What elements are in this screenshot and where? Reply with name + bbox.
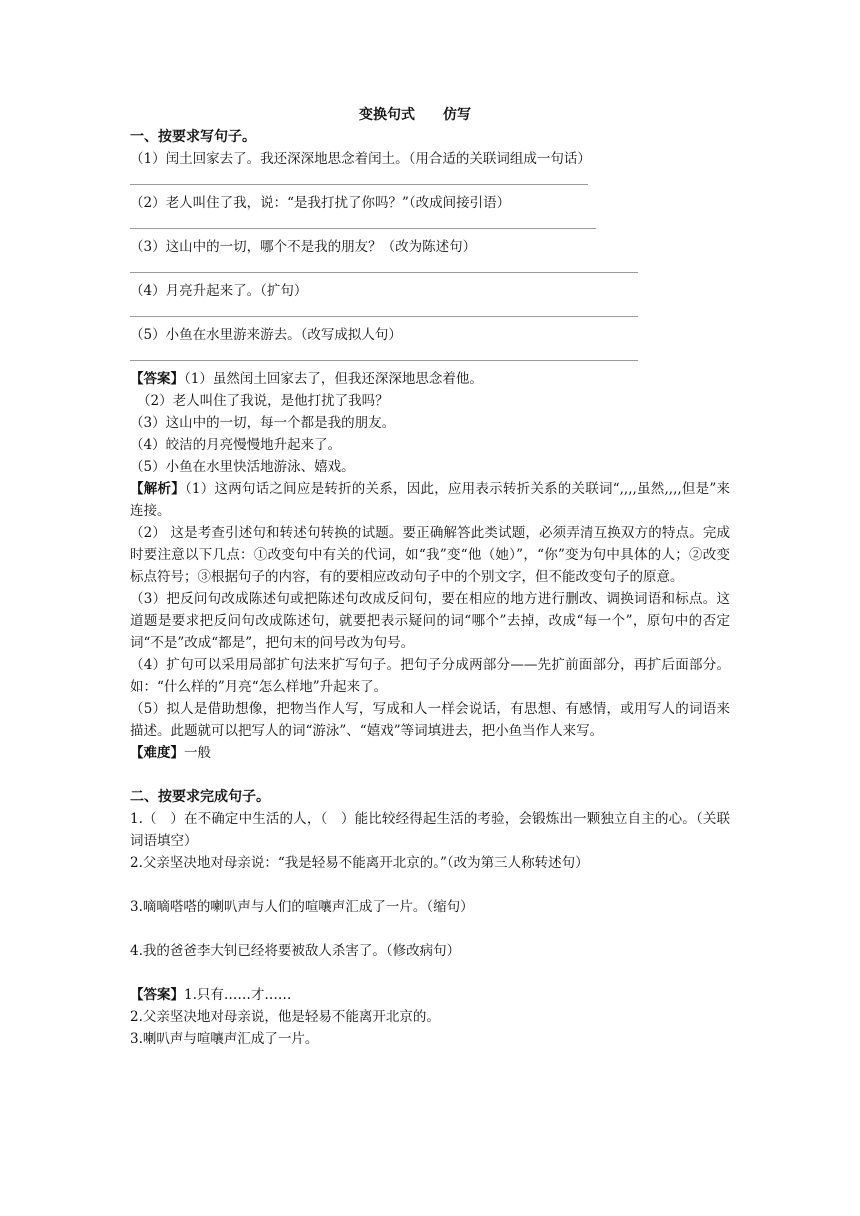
analysis-label: 【解析】 bbox=[130, 481, 185, 497]
analysis-5: （5）拟人是借助想像，把物当作人写，写成和人一样会说话，有思想、有感情，或用写人的词语来描述。此题就可以把写人的词“游泳”、“嬉戏”等词填进去，把小鱼当作人来写。 bbox=[130, 701, 730, 739]
s2-answer-2: 2.父亲坚决地对母亲说，他是轻易不能离开北京的。 bbox=[130, 1009, 440, 1025]
analysis-3: （3）把反问句改成陈述句或把陈述句改成反问句，要在相应的地方进行删改、调换词语和标点。这道题是要求把反问句改成陈述句，就要把表示疑问的词“哪个”去掉，改成“每一个”，原句中的否定词“不是”改成“都是”，把句末的问号改为句号。 bbox=[130, 591, 730, 651]
question-1: （1）闰土回家去了。我还深深地思念着闰土。（用合适的关联词组成一句话） bbox=[130, 151, 591, 167]
s2-question-1: 1.（ ）在不确定中生活的人，（ ）能比较经得起生活的考验，会锻炼出一颗独立自主的心。（关联词语填空） bbox=[130, 811, 730, 849]
answer-blank-3 bbox=[130, 258, 730, 280]
document-page bbox=[130, 104, 730, 1050]
s2-answer-1: 1.只有……才…… bbox=[184, 987, 292, 1003]
difficulty-label: 【难度】 bbox=[130, 745, 184, 761]
answer-blank-5 bbox=[130, 346, 730, 368]
answer-4: （4）皎洁的月亮慢慢地升起来了。 bbox=[130, 437, 342, 453]
answer-blank-2 bbox=[130, 214, 730, 236]
analysis-4: （4）扩句可以采用局部扩句法来扩写句子。把句子分成两部分——先扩前面部分，再扩后面部分。如：“什么样的”月亮“怎么样地”升起来了。 bbox=[130, 657, 730, 695]
page-title: 变换句式 仿写 bbox=[359, 107, 471, 123]
question-3: （3）这山中的一切，哪个不是我的朋友？（改为陈述句） bbox=[130, 239, 477, 255]
question-2: （2）老人叫住了我，说：“是我打扰了你吗？”（改成间接引语） bbox=[130, 195, 511, 211]
answer-blank-1 bbox=[130, 170, 730, 192]
answer-5: （5）小鱼在水里快活地游泳、嬉戏。 bbox=[130, 459, 355, 475]
analysis-1-row bbox=[130, 478, 730, 522]
s2-question-4: 4.我的爸爸李大钊已经将要被敌人杀害了。（修改病句） bbox=[130, 943, 461, 959]
s2-answer-3: 3.喇叭声与喧嚷声汇成了一片。 bbox=[130, 1031, 319, 1047]
s2-answer-row-1 bbox=[130, 984, 730, 1006]
answer-label: 【答案】 bbox=[130, 371, 184, 387]
question-4: （4）月亮升起来了。（扩句） bbox=[130, 283, 308, 299]
analysis-1: （1）这两句话之间应是转折的关系，因此，应用表示转折关系的关联词“,,,,虽然,,,,但是”来连接。 bbox=[130, 481, 730, 519]
section1-heading: 一、按要求写句子。 bbox=[130, 129, 256, 145]
answer-blank-4 bbox=[130, 302, 730, 324]
answer-1: （1）虽然闰土回家去了，但我还深深地思念着他。 bbox=[184, 371, 483, 387]
section2-heading: 二、按要求完成句子。 bbox=[130, 789, 270, 805]
analysis-2: （2） 这是考查引述句和转述句转换的试题。要正确解答此类试题，必须弄清互换双方的特点。完成时要注意以下几点：①改变句中有关的代词，如“我”变“他（她）”，“你”变为句中具体的人；②改变标点符号；③根据句子的内容，有的要相应改动句子中的个别文字，但不能改变句子的原意。 bbox=[130, 525, 730, 585]
difficulty-value: 一般 bbox=[184, 745, 211, 761]
question-5: （5）小鱼在水里游来游去。（改写成拟人句） bbox=[130, 327, 402, 343]
difficulty-row bbox=[130, 742, 730, 764]
s2-question-2: 2.父亲坚决地对母亲说：“我是轻易不能离开北京的。”（改为第三人称转述句） bbox=[130, 855, 589, 871]
answer-row-1 bbox=[130, 368, 730, 390]
s2-question-3: 3.嘀嘀嗒嗒的喇叭声与人们的喧嚷声汇成了一片。（缩句） bbox=[130, 899, 474, 915]
s2-answer-label: 【答案】 bbox=[130, 987, 184, 1003]
answer-3: （3）这山中的一切，每一个都是我的朋友。 bbox=[130, 415, 396, 431]
answer-2: （2）老人叫住了我说，是他打扰了我吗？ bbox=[137, 393, 389, 409]
